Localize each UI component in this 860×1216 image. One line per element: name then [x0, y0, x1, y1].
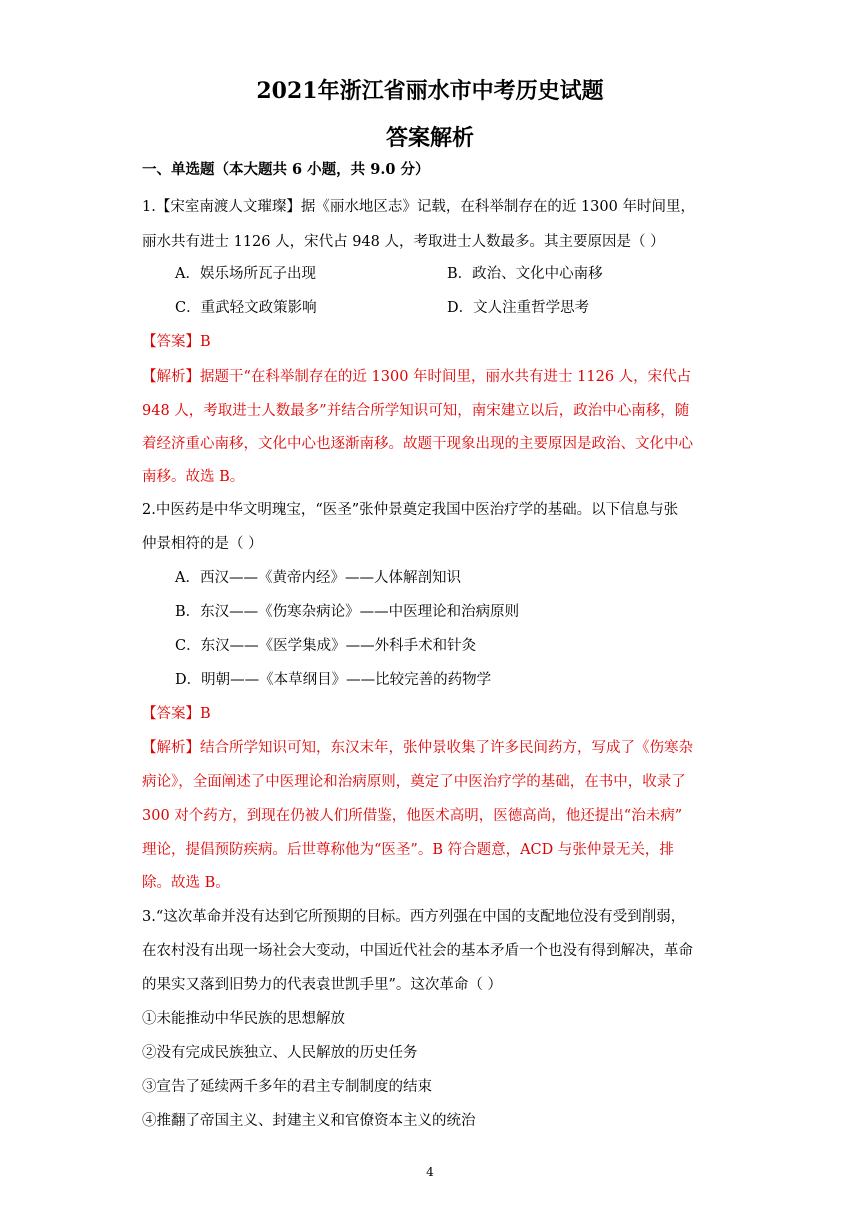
q1-stem-line: 1.【宋室南渡人文璀璨】据《丽水地区志》记载，在科举制存在的近 1300 年时间里，: [142, 199, 695, 215]
q1-option-a: A．娱乐场所瓦子出现: [175, 266, 316, 282]
q1-analysis-line: 南移。故选 B。: [142, 469, 245, 485]
q3-stem-line: 的果实又落到旧势力的代表袁世凯手里”。这次革命（ ）: [142, 977, 503, 993]
q1-analysis-line: 948 人，考取进士人数最多”并结合所学知识可知，南宋建立以后，政治中心南移，随: [142, 403, 690, 419]
q2-stem-line: 仲景相符的是（ ）: [142, 536, 263, 552]
q1-answer: 【答案】B: [142, 334, 211, 350]
q1-analysis-line: 【解析】据题干“在科举制存在的近 1300 年时间里，丽水共有进士 1126 人，宋代占: [142, 369, 692, 385]
section-heading: 一、单选题（本大题共 6 小题，共 9.0 分）: [142, 161, 430, 178]
q2-stem-line: 2.中医药是中华文明瑰宝，“医圣”张仲景奠定我国中医治疗学的基础。以下信息与张: [142, 502, 679, 518]
q3-item: ③宣告了延续两千多年的君主专制制度的结束: [142, 1079, 432, 1095]
q3-item: ④推翻了帝国主义、封建主义和官僚资本主义的统治: [142, 1113, 476, 1129]
q2-analysis-line: 300 对个药方，到现在仍被人们所借鉴，他医术高明，医德高尚，他还提出“治未病”: [142, 808, 683, 824]
q2-answer: 【答案】B: [142, 706, 211, 722]
q3-stem-line: 3.“这次革命并没有达到它所预期的目标。西方列强在中国的支配地位没有受到削弱，: [142, 909, 686, 925]
q2-option-c: C．东汉——《医学集成》——外科手术和针灸: [175, 638, 477, 654]
q2-option-a: A．西汉——《黄帝内经》——人体解剖知识: [175, 570, 461, 586]
q2-analysis-line: 理论，提倡预防疾病。后世尊称他为“医圣”。B 符合题意，ACD 与张仲景无关，排: [142, 842, 674, 858]
q2-analysis-line: 除。故选 B。: [142, 875, 230, 891]
document-subtitle: 答案解析: [385, 125, 474, 151]
q1-analysis-line: 着经济重心南移，文化中心也逐渐南移。故题干现象出现的主要原因是政治、文化中心: [142, 436, 693, 452]
page-number: 4: [426, 1165, 434, 1179]
q1-option-b: B．政治、文化中心南移: [447, 266, 603, 282]
q3-item: ①未能推动中华民族的思想解放: [142, 1011, 345, 1027]
q2-analysis-line: 病论》，全面阐述了中医理论和治病原则，奠定了中医治疗学的基础，在书中，收录了: [142, 774, 686, 790]
q2-analysis-line: 【解析】结合所学知识可知，东汉末年，张仲景收集了许多民间药方，写成了《伤寒杂: [142, 740, 693, 756]
q3-item: ②没有完成民族独立、人民解放的历史任务: [142, 1045, 418, 1061]
q1-stem-line: 丽水共有进士 1126 人，宋代占 948 人，考取进士人数最多。其主要原因是（ ）: [142, 234, 665, 250]
document-title: 2021年浙江省丽水市中考历史试题: [256, 78, 604, 104]
q3-stem-line: 在农村没有出现一场社会大变动，中国近代社会的基本矛盾一个也没有得到解决，革命: [142, 943, 693, 959]
q2-option-b: B．东汉——《伤寒杂病论》——中医理论和治病原则: [175, 604, 520, 620]
q1-option-c: C．重武轻文政策影响: [175, 300, 317, 316]
q2-option-d: D．明朝——《本草纲目》——比较完善的药物学: [175, 672, 492, 688]
q1-option-d: D．文人注重哲学思考: [447, 300, 590, 316]
